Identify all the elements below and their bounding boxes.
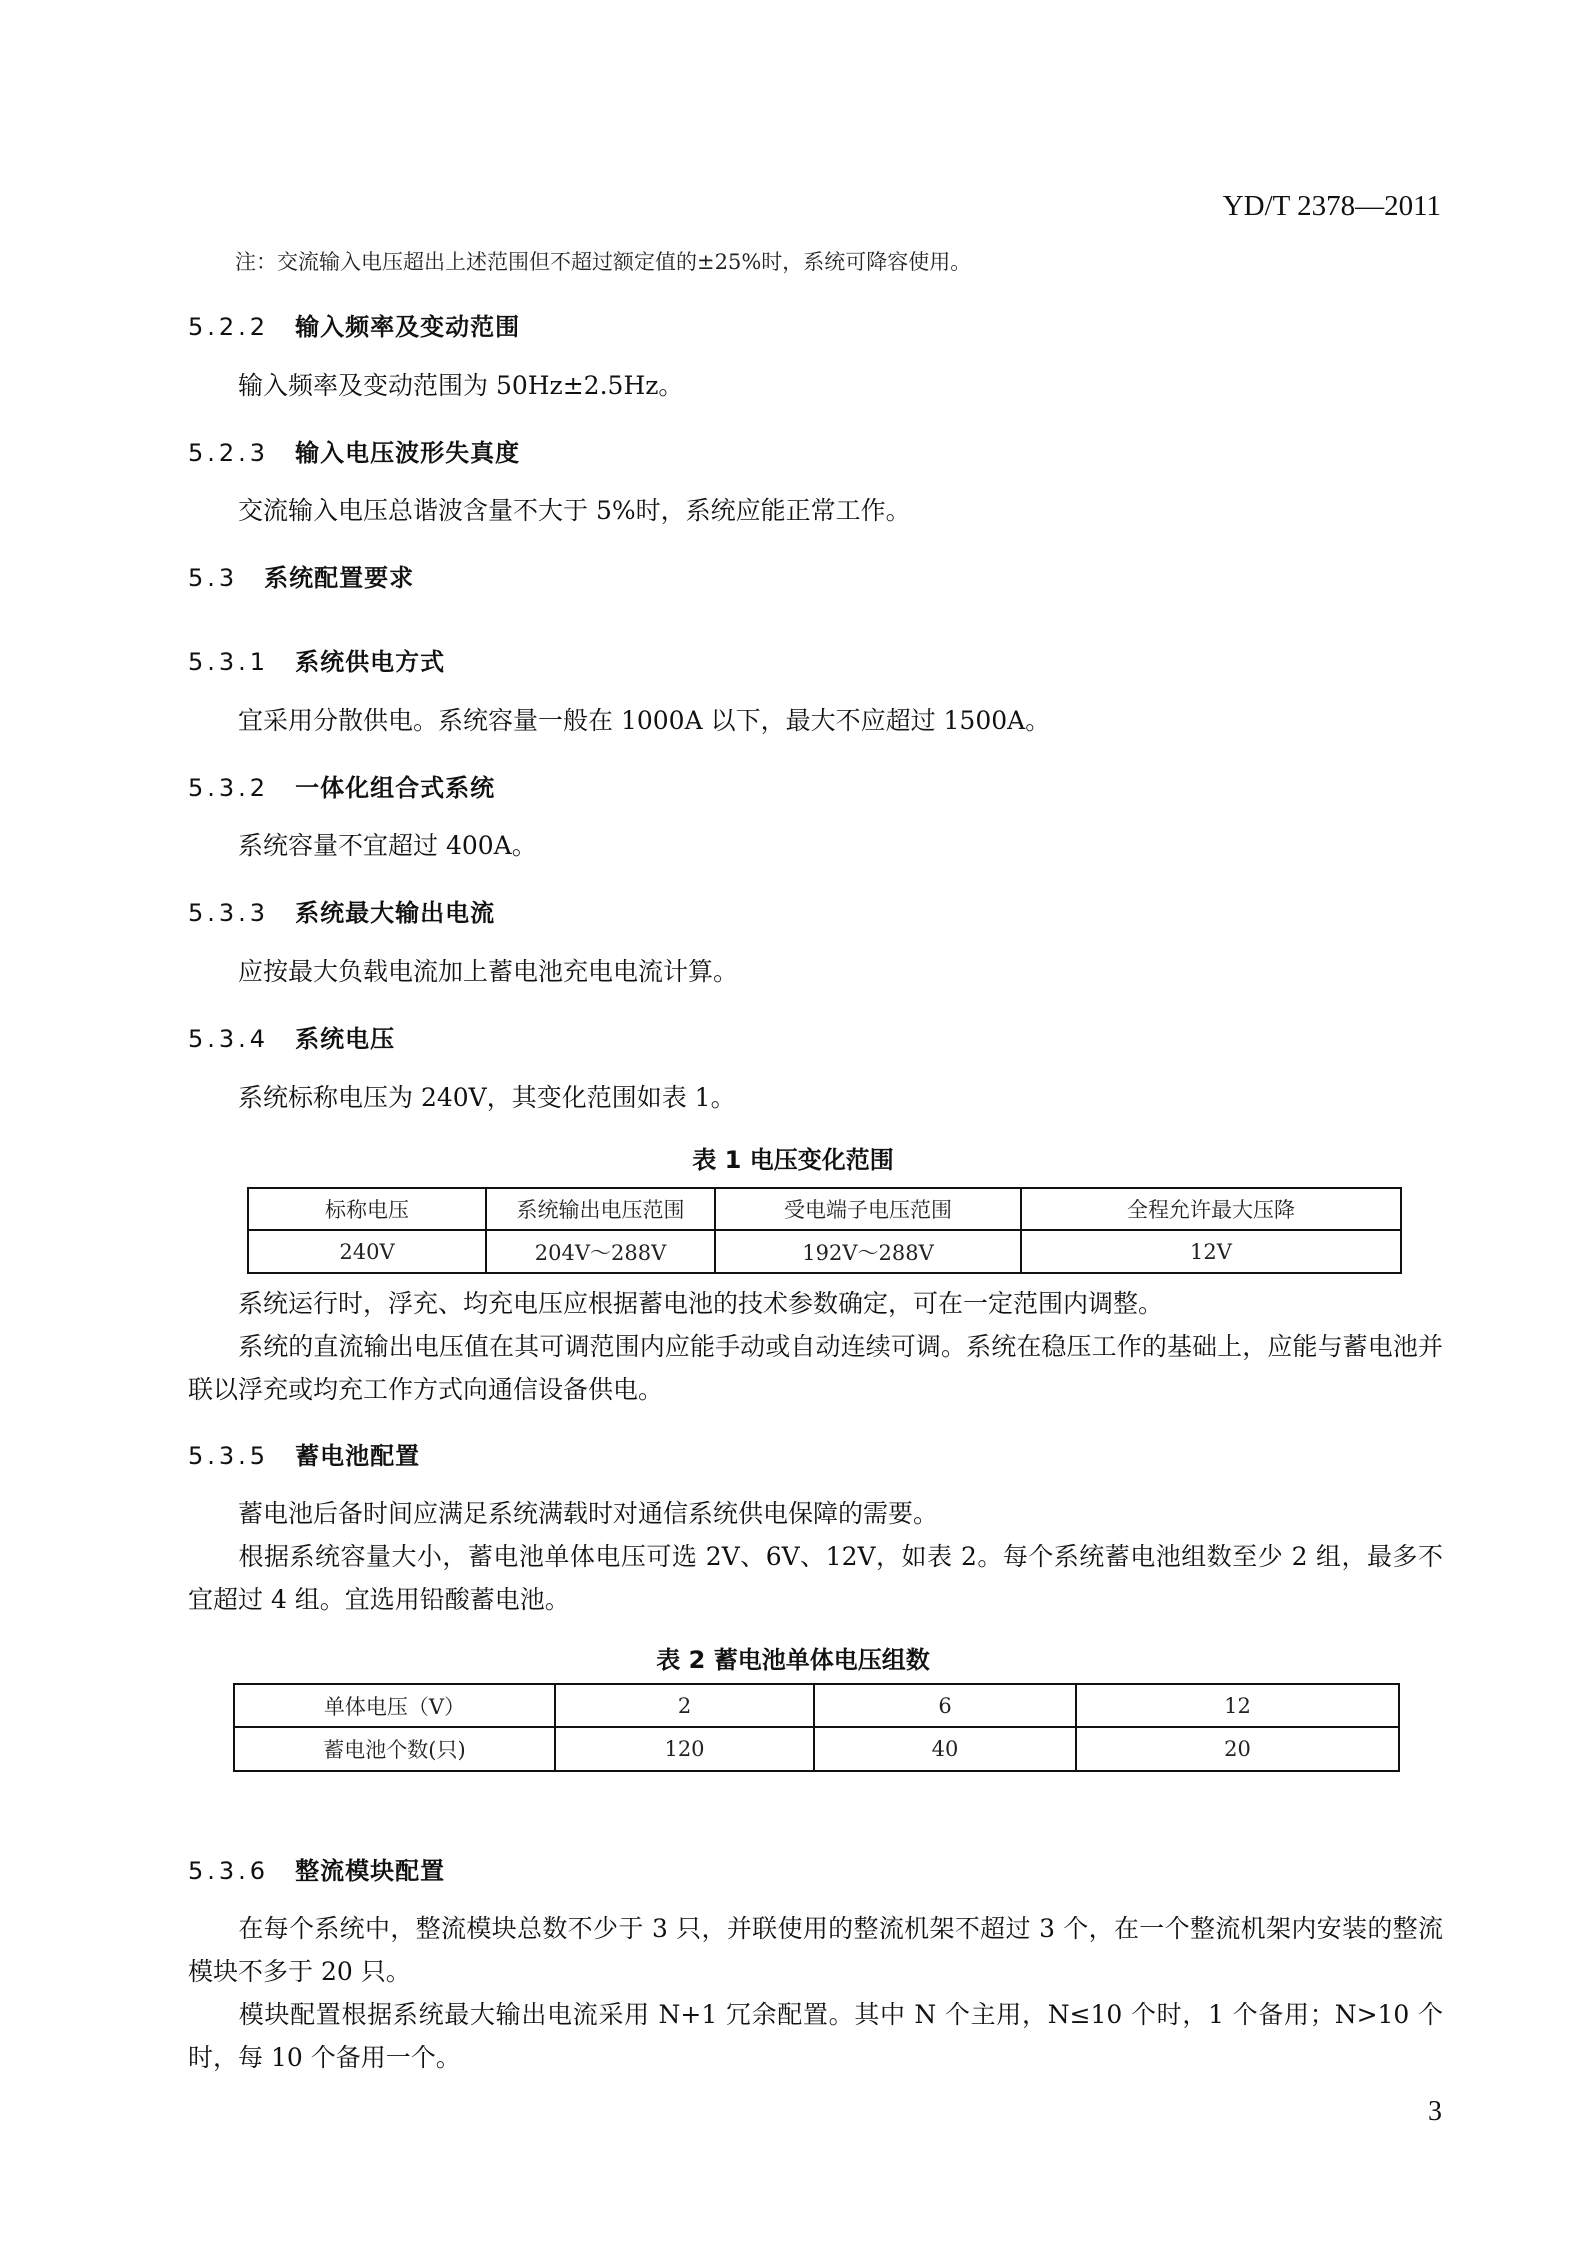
table-row (248, 1230, 1401, 1273)
section-heading-5-3-3 (188, 893, 495, 928)
table2-caption: 表 2 蓄电池单体电压组数 (656, 1646, 930, 1674)
table-header-cell: 全程允许最大压降 (1021, 1188, 1401, 1230)
section-number: 5.3.6 (188, 1857, 270, 1885)
section-title: 系统最大输出电流 (295, 899, 496, 927)
table-row (234, 1727, 1399, 1771)
table-row (234, 1684, 1399, 1727)
paragraph-text: 系统标称电压为 240V，其变化范围如表 1。 (238, 1083, 736, 1112)
paragraph-text: 系统容量不宜超过 400A。 (238, 831, 537, 860)
paragraph-text: 系统的直流输出电压值在其可调范围内应能手动或自动连续可调。系统在稳压工作的基础上，应能与蓄电池并联以浮充或均充工作方式向通信设备供电。 (188, 1332, 1443, 1404)
section-heading-5-2-2 (188, 307, 520, 342)
table-header-cell: 系统输出电压范围 (486, 1188, 715, 1230)
section-number: 5.2.3 (188, 439, 270, 467)
table-cell: 6 (814, 1684, 1076, 1727)
section-heading-5-3-6 (188, 1851, 445, 1886)
section-heading-5-3 (188, 558, 414, 593)
section-title: 系统配置要求 (264, 564, 415, 592)
table-cell: 204V～288V (486, 1230, 715, 1273)
table-cell: 20 (1076, 1727, 1399, 1771)
section-title: 蓄电池配置 (295, 1442, 421, 1470)
section-number: 5.2.2 (188, 313, 270, 341)
table-cell: 240V (248, 1230, 486, 1273)
table-row-label: 单体电压（V） (234, 1684, 555, 1727)
table-cell: 2 (555, 1684, 814, 1727)
table-header-row (248, 1188, 1401, 1230)
paragraph (188, 1535, 1443, 1621)
section-title: 一体化组合式系统 (295, 774, 496, 802)
paragraph (188, 1993, 1443, 2079)
section-title: 输入电压波形失真度 (295, 439, 521, 467)
table-cell: 12V (1021, 1230, 1401, 1273)
table-row-label: 蓄电池个数(只) (234, 1727, 555, 1771)
section-heading-5-3-2 (188, 768, 495, 803)
paragraph-text: 交流输入电压总谐波含量不大于 5%时，系统应能正常工作。 (238, 496, 911, 525)
note-text: 注：交流输入电压超出上述范围但不超过额定值的±25%时，系统可降容使用。 (235, 250, 972, 274)
paragraph (188, 1907, 1443, 1993)
section-title: 系统供电方式 (295, 648, 446, 676)
section-title: 输入频率及变动范围 (295, 313, 521, 341)
section-title: 系统电压 (295, 1025, 396, 1053)
table-cell: 120 (555, 1727, 814, 1771)
section-number: 5.3.4 (188, 1025, 270, 1053)
paragraph (188, 699, 1443, 742)
paragraph (188, 950, 1443, 993)
paragraph-text: 宜采用分散供电。系统容量一般在 1000A 以下，最大不应超过 1500A。 (238, 706, 1051, 735)
table-cell: 12 (1076, 1684, 1399, 1727)
paragraph-text: 蓄电池后备时间应满足系统满载时对通信系统供电保障的需要。 (238, 1499, 939, 1528)
section-heading-5-3-1 (188, 642, 445, 677)
paragraph-text: 输入频率及变动范围为 50Hz±2.5Hz。 (238, 371, 684, 400)
paragraph (188, 1282, 1443, 1325)
paragraph-text: 应按最大负载电流加上蓄电池充电电流计算。 (238, 957, 739, 986)
section-number: 5.3.3 (188, 899, 270, 927)
table2-battery-cells (233, 1683, 1400, 1772)
standard-number: YD/T 2378—2011 (1222, 190, 1441, 222)
table1-voltage-range (247, 1187, 1402, 1274)
table-cell: 40 (814, 1727, 1076, 1771)
paragraph-text: 模块配置根据系统最大输出电流采用 N+1 冗余配置。其中 N 个主用，N≤10 个时，1 个备用；N>10 个时，每 10 个备用一个。 (188, 2000, 1443, 2072)
paragraph (188, 1076, 1443, 1119)
section-heading-5-2-3 (188, 433, 520, 468)
paragraph (188, 1492, 1443, 1535)
section-number: 5.3.2 (188, 774, 270, 802)
page-number: 3 (1428, 2096, 1442, 2127)
table1-caption: 表 1 电压变化范围 (692, 1146, 894, 1174)
section-heading-5-3-4 (188, 1019, 395, 1054)
paragraph (188, 824, 1443, 867)
table-header-cell: 受电端子电压范围 (715, 1188, 1021, 1230)
section-number: 5.3.1 (188, 648, 270, 676)
section-number: 5.3.5 (188, 1442, 270, 1470)
paragraph (188, 1325, 1443, 1411)
section-title: 整流模块配置 (295, 1857, 446, 1885)
paragraph-text: 在每个系统中，整流模块总数不少于 3 只，并联使用的整流机架不超过 3 个，在一个整流机架内安装的整流模块不多于 20 只。 (188, 1914, 1443, 1986)
paragraph-text: 根据系统容量大小，蓄电池单体电压可选 2V、6V、12V，如表 2。每个系统蓄电池组数至少 2 组，最多不宜超过 4 组。宜选用铅酸蓄电池。 (188, 1542, 1443, 1614)
paragraph (188, 364, 1443, 407)
table-cell: 192V～288V (715, 1230, 1021, 1273)
section-number: 5.3 (188, 564, 239, 592)
paragraph-text: 系统运行时，浮充、均充电压应根据蓄电池的技术参数确定，可在一定范围内调整。 (238, 1289, 1164, 1318)
paragraph (188, 489, 1443, 532)
section-heading-5-3-5 (188, 1436, 420, 1471)
table-header-cell: 标称电压 (248, 1188, 486, 1230)
